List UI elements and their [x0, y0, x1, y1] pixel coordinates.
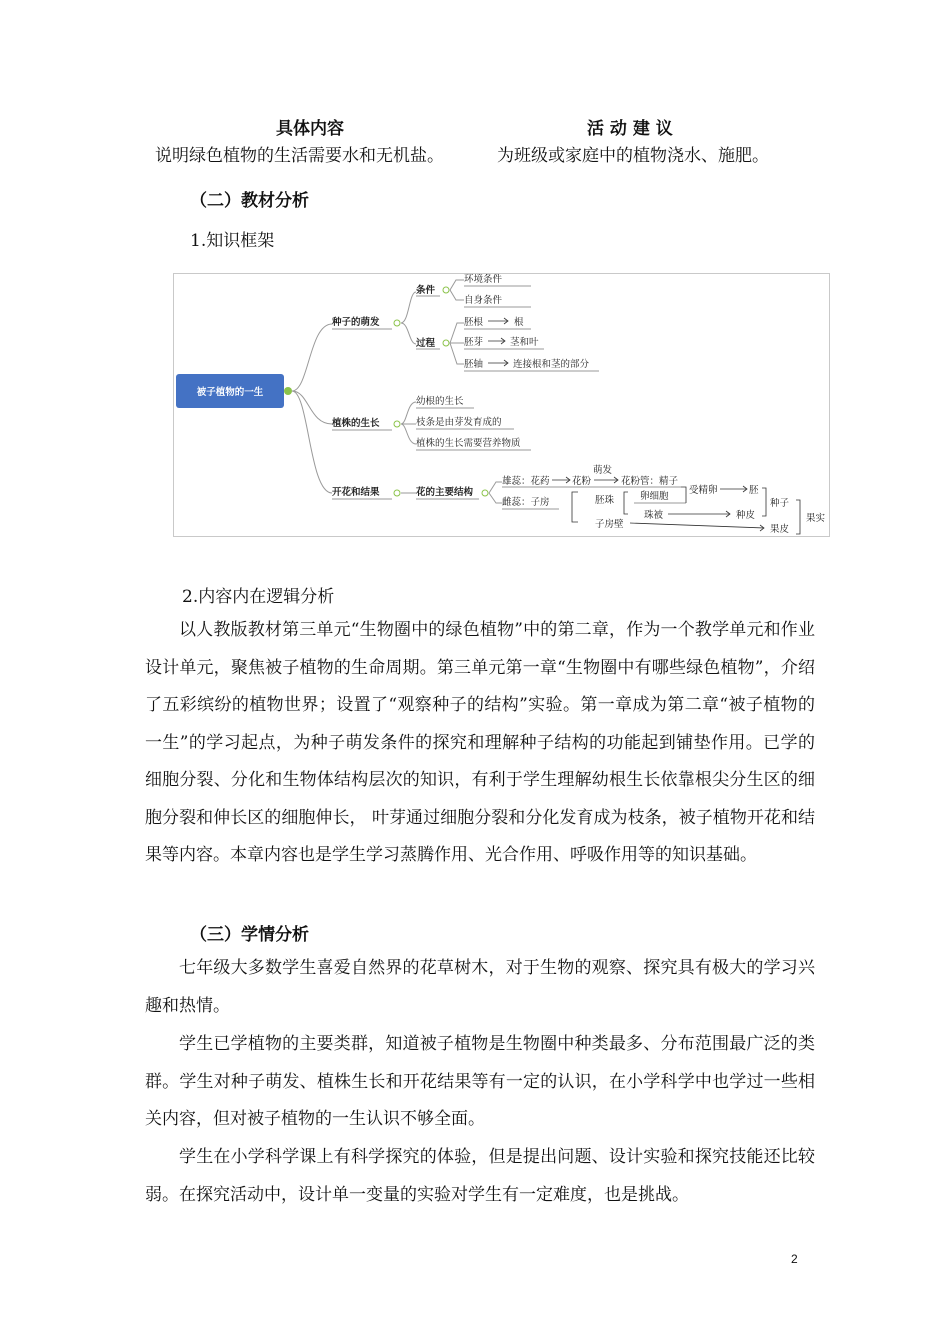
node-stamen: 雄蕊：花药 — [502, 476, 550, 487]
branch-line — [450, 323, 464, 343]
logic-analysis-paragraph — [145, 612, 815, 875]
branch-line — [489, 482, 502, 493]
arrow — [630, 523, 764, 528]
table-cell-content: 说明绿色植物的生活需要水和无机盐。 — [155, 146, 444, 166]
node-growth-item2: 枝条是由芽发育成的 — [416, 417, 502, 428]
node-seed-coat: 种皮 — [736, 510, 756, 521]
section-title-textbook-analysis: （二）教材分析 — [190, 191, 309, 211]
branch-line — [450, 290, 464, 300]
node-fruit: 果实 — [806, 513, 826, 524]
node-growth-item3: 植株的生长需要营养物质 — [416, 438, 521, 449]
node-env-condition: 环境条件 — [464, 274, 503, 285]
collapse-icon[interactable] — [394, 490, 400, 496]
node-fertilized: 受精卵 — [689, 485, 718, 496]
node-seed: 种子 — [770, 498, 790, 509]
node-pollen-tube: 花粉管：精子 — [621, 476, 679, 487]
learner-paragraph-1 — [145, 950, 815, 1025]
section-title-learner-analysis: （三）学情分析 — [190, 925, 309, 945]
bracket — [572, 492, 578, 522]
paragraph-text: 七年级大多数学生喜爱自然界的花草树木，对于生物的观察、探究具有极大的学习兴趣和热情。 — [145, 958, 815, 1016]
node-radicle: 胚根 — [464, 317, 484, 328]
node-stem-leaf: 茎和叶 — [510, 337, 539, 348]
branch-line — [292, 391, 332, 493]
node-root: 根 — [514, 317, 524, 328]
connector — [681, 487, 686, 503]
collapse-icon[interactable] — [482, 490, 488, 496]
node-flower-structure: 花的主要结构 — [416, 487, 474, 498]
bracket — [762, 488, 766, 516]
mindmap-root: 被子植物的一生 — [196, 387, 264, 398]
node-embryo: 胚 — [749, 485, 759, 496]
node-ovary-wall: 子房壁 — [595, 519, 624, 530]
node-pistil: 雌蕊：子房 — [502, 497, 550, 508]
node-germination: 种子的萌发 — [332, 317, 380, 328]
node-egg: 卵细胞 — [640, 491, 669, 502]
branch-line — [401, 292, 416, 323]
learner-paragraph-3 — [145, 1139, 815, 1214]
table-cell-activity: 为班级或家庭中的植物浇水、施肥。 — [497, 146, 769, 166]
knowledge-mindmap — [173, 273, 830, 537]
node-process: 过程 — [416, 338, 436, 349]
node-conditions: 条件 — [416, 285, 436, 296]
node-integument: 珠被 — [644, 510, 664, 521]
branch-line — [292, 324, 332, 391]
bracket — [624, 492, 628, 514]
branch-line — [450, 280, 464, 290]
node-growth: 植株的生长 — [332, 418, 380, 429]
mindmap-svg — [174, 274, 829, 536]
node-growth-item1: 幼根的生长 — [416, 396, 464, 407]
table-header-activity: 活 动 建 议 — [587, 119, 673, 139]
node-plumule: 胚芽 — [464, 337, 484, 348]
collapse-icon[interactable] — [443, 287, 449, 293]
node-connect: 连接根和茎的部分 — [513, 359, 590, 370]
collapse-icon[interactable] — [284, 387, 292, 395]
branch-line — [401, 323, 416, 344]
page-number: 2 — [791, 1252, 798, 1266]
learner-paragraph-2 — [145, 1026, 815, 1139]
collapse-icon[interactable] — [394, 320, 400, 326]
subsection-knowledge-framework: 1.知识框架 — [190, 231, 275, 251]
node-hypocotyl: 胚轴 — [464, 359, 484, 370]
branch-line — [489, 493, 502, 503]
node-self-condition: 自身条件 — [464, 295, 503, 306]
paragraph-text: 学生已学植物的主要类群，知道被子植物是生物圈中种类最多、分布范围最广泛的类群。学生对种子萌发、植株生长和开花结果等有一定的认识，在小学科学中也学过一些相关内容，但对被子植物的一生认识不够全面。 — [145, 1034, 815, 1129]
node-germinate: 萌发 — [593, 465, 613, 476]
collapse-icon[interactable] — [394, 421, 400, 427]
branch-line — [401, 402, 416, 424]
paragraph-text: 学生在小学科学课上有科学探究的体验，但是提出问题、设计实验和探究技能还比较弱。在探究活动中，设计单一变量的实验对学生有一定难度，也是挑战。 — [145, 1147, 815, 1205]
node-flowering: 开花和结果 — [332, 487, 380, 498]
branch-line — [401, 424, 416, 444]
paragraph-text: 以人教版教材第三单元“生物圈中的绿色植物”中的第二章，作为一个教学单元和作业设计单元，聚焦被子植物的生命周期。第三单元第一章“生物圈中有哪些绿色植物”，介绍了五彩缤纷的植物世界；设置了“观察种子的结构”实验。第一章成为第二章“被子植物的一生”的学习起点，为种子萌发条件的探究和理解种子结构的功能起到铺垫作用。已学的细胞分裂、分化和生物体结构层次的知识，有利于学生理解幼根生长依靠根尖分生区的细胞分裂和伸长区的细胞伸长， 叶芽通过细胞分裂和分化发育成为枝条，被子植物开花和结果等内容。本章内容也是学生学习蒸腾作用、光合作用、呼吸作用等的知识基础。 — [145, 620, 815, 865]
subsection-logic-analysis: 2.内容内在逻辑分析 — [182, 587, 335, 607]
node-pollen: 花粉 — [572, 476, 592, 487]
bracket — [796, 500, 800, 534]
node-ovule: 胚珠 — [595, 495, 615, 506]
table-header-content: 具体内容 — [276, 119, 344, 139]
branch-line — [450, 343, 464, 364]
node-pericarp: 果皮 — [770, 524, 790, 535]
collapse-icon[interactable] — [443, 340, 449, 346]
